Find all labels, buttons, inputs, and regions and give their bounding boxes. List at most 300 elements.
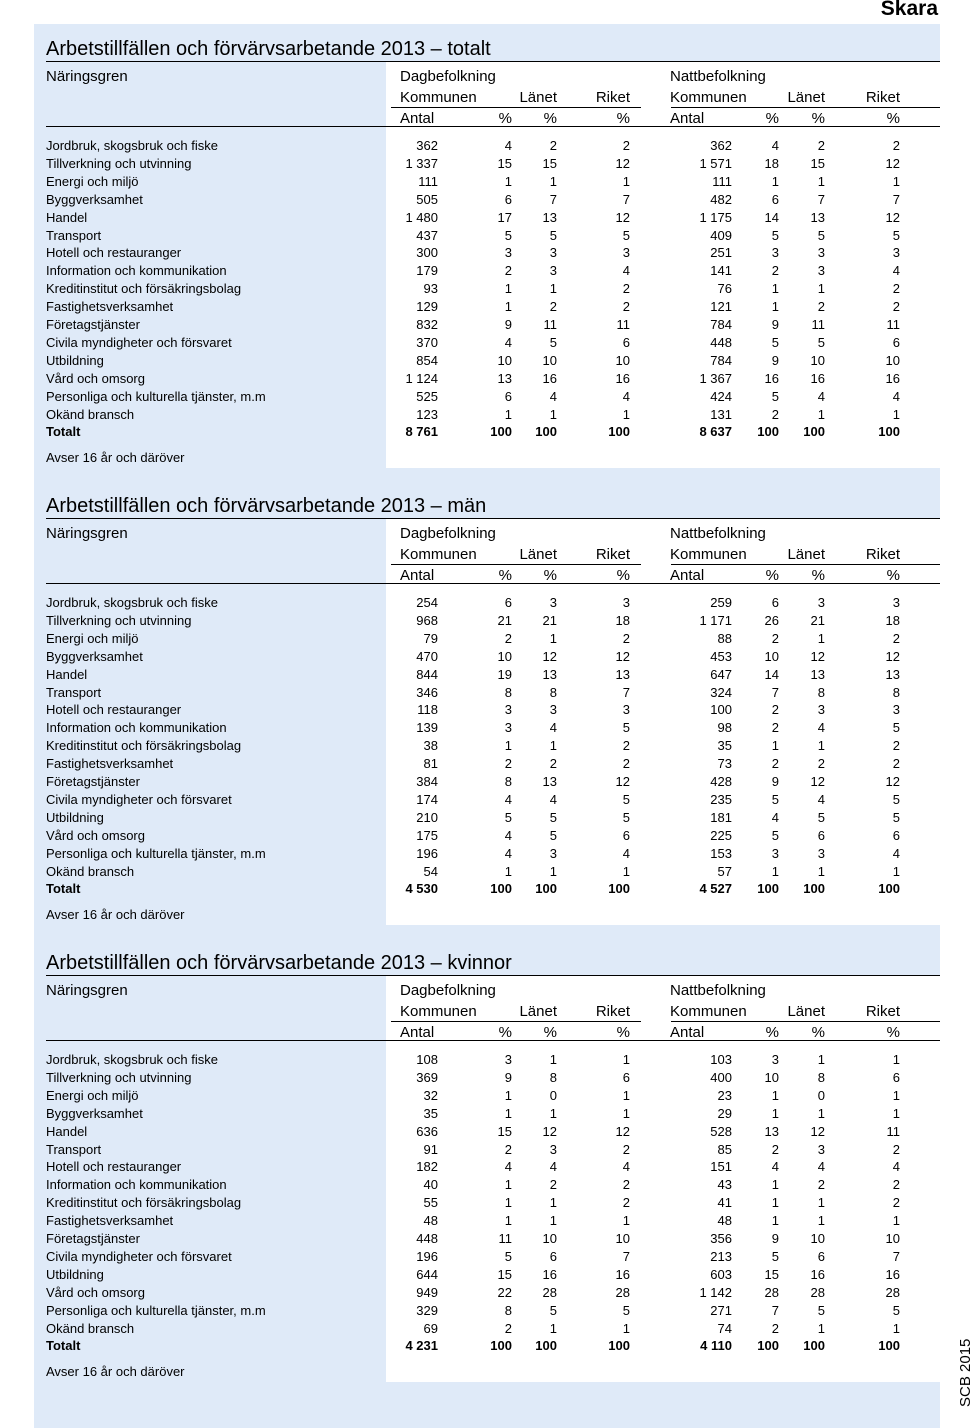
table-row — [34, 191, 940, 209]
cell-value: 2 — [622, 738, 630, 754]
cell-value: 4 — [549, 1159, 557, 1175]
cell-value: 271 — [710, 1302, 732, 1318]
region-header: Riket — [865, 1003, 900, 1020]
cell-value: 5 — [771, 227, 779, 243]
cell-value: 15 — [497, 155, 512, 171]
cell-value: 100 — [608, 881, 630, 897]
cell-value: 10 — [542, 352, 557, 368]
cell-value: 8 — [504, 1302, 512, 1318]
cell-value: 123 — [416, 406, 438, 422]
cell-value: 3 — [817, 595, 825, 610]
cell-value: 21 — [810, 612, 825, 628]
cell-value: 784 — [710, 352, 732, 368]
cell-value: 2 — [622, 138, 630, 153]
cell-value: 15 — [810, 155, 825, 171]
table-row — [34, 406, 940, 424]
cell-value: 4 — [817, 791, 825, 807]
cell-value: 5 — [892, 720, 900, 736]
cell-value: 100 — [608, 1338, 630, 1354]
cell-value: 1 — [549, 863, 557, 879]
municipality-name: Skara — [880, 0, 938, 20]
cell-value: 2 — [771, 630, 779, 646]
cell-value: 5 — [504, 227, 512, 243]
cell-value: 4 — [504, 791, 512, 807]
cell-value: 16 — [542, 370, 557, 386]
cell-value: 121 — [710, 299, 732, 315]
table-row — [34, 262, 940, 280]
cell-value: 15 — [497, 1266, 512, 1282]
cell-value: 2 — [504, 1141, 512, 1157]
cell-value: 13 — [615, 666, 630, 682]
cell-value: 100 — [803, 424, 825, 440]
cell-value: 3 — [771, 845, 779, 861]
cell-value: 1 — [892, 173, 900, 189]
cell-value: 1 — [504, 173, 512, 189]
region-header: Riket — [595, 1003, 630, 1020]
cell-value: 362 — [416, 138, 438, 153]
row-label: Utbildning — [46, 1266, 104, 1282]
row-label: Civila myndigheter och försvaret — [46, 1248, 232, 1264]
cell-value: 370 — [416, 334, 438, 350]
table-row — [34, 1158, 940, 1176]
table-row — [34, 137, 940, 155]
cell-value: 2 — [892, 630, 900, 646]
cell-value: 7 — [892, 1248, 900, 1264]
divider-line — [671, 1021, 940, 1022]
cell-value: 5 — [549, 1302, 557, 1318]
cell-value: 784 — [710, 317, 732, 332]
cell-value: 12 — [885, 774, 900, 789]
unit-header: Antal — [400, 567, 435, 584]
cell-value: 3 — [549, 245, 557, 261]
cell-value: 424 — [710, 388, 732, 404]
cell-value: 7 — [622, 1248, 630, 1264]
cell-value: 2 — [817, 138, 825, 153]
cell-value: 2 — [549, 138, 557, 153]
cell-value: 196 — [416, 1248, 438, 1264]
cell-value: 1 — [622, 1105, 630, 1121]
cell-value: 409 — [710, 227, 732, 243]
table-row — [34, 298, 940, 316]
cell-value: 7 — [622, 191, 630, 207]
row-label: Personliga och kulturella tjänster, m.m — [46, 1302, 266, 1318]
row-label: Utbildning — [46, 809, 104, 825]
cell-value: 1 — [549, 1195, 557, 1211]
cell-value: 1 — [549, 1213, 557, 1229]
section-footnote: Avser 16 år och däröver — [46, 907, 185, 922]
cell-value: 22 — [497, 1284, 512, 1300]
cell-value: 3 — [549, 263, 557, 279]
cell-value: 35 — [717, 738, 732, 754]
row-label: Företagstjänster — [46, 317, 140, 332]
cell-value: 2 — [771, 720, 779, 736]
unit-header: Antal — [670, 110, 705, 127]
cell-value: 6 — [549, 1248, 557, 1264]
cell-value: 98 — [717, 720, 732, 736]
cell-value: 14 — [764, 666, 779, 682]
cell-value: 175 — [416, 827, 438, 843]
table-row — [34, 1123, 940, 1141]
cell-value: 7 — [622, 684, 630, 700]
unit-header: % — [886, 567, 900, 584]
section-footnote: Avser 16 år och däröver — [46, 1364, 185, 1379]
cell-value: 16 — [810, 370, 825, 386]
cell-value: 100 — [878, 424, 900, 440]
cell-value: 4 — [622, 1159, 630, 1175]
cell-value: 2 — [549, 1177, 557, 1193]
cell-value: 100 — [535, 424, 557, 440]
cell-value: 11 — [498, 1231, 512, 1246]
cell-value: 3 — [892, 595, 900, 610]
row-label: Hotell och restauranger — [46, 1159, 182, 1175]
cell-value: 4 — [504, 845, 512, 861]
night-population-header: Nattbefolkning — [670, 982, 766, 999]
row-label: Personliga och kulturella tjänster, m.m — [46, 388, 266, 404]
cell-value: 100 — [757, 881, 779, 897]
cell-value: 1 — [817, 173, 825, 189]
cell-value: 41 — [717, 1195, 732, 1211]
table-row — [34, 791, 940, 809]
unit-header: Antal — [670, 567, 705, 584]
divider-line — [671, 564, 940, 565]
cell-value: 1 — [817, 1320, 825, 1336]
cell-value: 100 — [878, 881, 900, 897]
cell-value: 1 337 — [405, 155, 438, 171]
cell-value: 1 — [771, 1213, 779, 1229]
row-label: Hotell och restauranger — [46, 702, 182, 718]
region-header: Kommunen — [400, 1003, 477, 1020]
table-row — [34, 773, 940, 791]
cell-value: 2 — [504, 630, 512, 646]
cell-value: 6 — [892, 827, 900, 843]
row-label: Handel — [46, 1123, 88, 1139]
row-label: Hotell och restauranger — [46, 245, 182, 261]
cell-value: 1 — [771, 738, 779, 754]
cell-value: 174 — [416, 791, 438, 807]
cell-value: 384 — [416, 774, 438, 789]
cell-value: 139 — [416, 720, 438, 736]
cell-value: 832 — [416, 317, 438, 332]
cell-value: 1 — [622, 1213, 630, 1229]
cell-value: 2 — [892, 756, 900, 772]
section-title: Arbetstillfällen och förvärvsarbetande 2013 – män — [46, 495, 487, 517]
category-header: Näringsgren — [46, 525, 128, 542]
cell-value: 57 — [717, 863, 732, 879]
cell-value: 1 — [622, 863, 630, 879]
table-row — [34, 1176, 940, 1194]
cell-value: 448 — [710, 334, 732, 350]
region-header: Kommunen — [400, 89, 477, 106]
table-row — [34, 1320, 940, 1338]
cell-value: 12 — [885, 209, 900, 225]
cell-value: 437 — [416, 227, 438, 243]
cell-value: 74 — [717, 1320, 732, 1336]
table-row — [34, 1284, 940, 1302]
cell-value: 1 — [771, 1177, 779, 1193]
cell-value: 3 — [622, 702, 630, 718]
cell-value: 5 — [817, 227, 825, 243]
divider-line — [46, 583, 940, 584]
cell-value: 1 571 — [699, 155, 732, 171]
cell-value: 2 — [622, 1195, 630, 1211]
cell-value: 2 — [622, 1141, 630, 1157]
region-header: Länet — [519, 89, 557, 106]
cell-value: 1 — [817, 281, 825, 297]
cell-value: 23 — [717, 1087, 732, 1103]
cell-value: 4 — [622, 845, 630, 861]
cell-value: 16 — [810, 1266, 825, 1282]
cell-value: 1 — [504, 299, 512, 315]
cell-value: 3 — [504, 720, 512, 736]
cell-value: 6 — [817, 827, 825, 843]
cell-value: 1 — [504, 863, 512, 879]
cell-value: 10 — [764, 648, 779, 664]
unit-header: % — [543, 567, 557, 584]
row-label: Jordbruk, skogsbruk och fiske — [46, 595, 218, 610]
cell-value: 1 — [817, 630, 825, 646]
cell-value: 40 — [423, 1177, 438, 1193]
cell-value: 1 367 — [699, 370, 732, 386]
row-label: Okänd bransch — [46, 406, 135, 422]
cell-value: 79 — [423, 630, 438, 646]
cell-value: 1 — [817, 863, 825, 879]
cell-value: 482 — [710, 191, 732, 207]
unit-header: % — [765, 110, 779, 127]
cell-value: 9 — [504, 1069, 512, 1085]
cell-value: 1 — [771, 173, 779, 189]
cell-value: 1 — [817, 1195, 825, 1211]
cell-value: 6 — [622, 1069, 630, 1085]
cell-value: 118 — [417, 702, 438, 718]
cell-value: 356 — [710, 1231, 732, 1246]
cell-value: 18 — [885, 612, 900, 628]
unit-header: % — [543, 110, 557, 127]
cell-value: 400 — [710, 1069, 732, 1085]
cell-value: 1 — [771, 281, 779, 297]
cell-value: 1 — [622, 406, 630, 422]
cell-value: 324 — [710, 684, 732, 700]
cell-value: 2 — [504, 1320, 512, 1336]
cell-value: 12 — [810, 1123, 825, 1139]
cell-value: 12 — [542, 1123, 557, 1139]
cell-value: 525 — [416, 388, 438, 404]
total-row — [34, 423, 940, 441]
region-header: Kommunen — [670, 89, 747, 106]
row-label: Handel — [46, 209, 88, 225]
unit-header: % — [765, 567, 779, 584]
cell-value: 10 — [885, 1231, 900, 1246]
table-row — [34, 1105, 940, 1123]
cell-value: 4 — [549, 388, 557, 404]
cell-value: 1 — [771, 1195, 779, 1211]
section-title: Arbetstillfällen och förvärvsarbetande 2013 – kvinnor — [46, 952, 512, 974]
cell-value: 5 — [892, 227, 900, 243]
row-label: Företagstjänster — [46, 774, 140, 789]
row-label: Tillverkning och utvinning — [46, 612, 192, 628]
cell-value: 369 — [416, 1069, 438, 1085]
cell-value: 12 — [542, 648, 557, 664]
row-label: Totalt — [46, 1338, 81, 1354]
day-population-header: Dagbefolkning — [400, 982, 496, 999]
cell-value: 9 — [771, 774, 779, 789]
cell-value: 1 — [549, 1320, 557, 1336]
table-row — [34, 1069, 940, 1087]
cell-value: 16 — [885, 370, 900, 386]
cell-value: 1 — [549, 173, 557, 189]
cell-value: 2 — [771, 1141, 779, 1157]
cell-value: 12 — [885, 648, 900, 664]
cell-value: 968 — [416, 612, 438, 628]
cell-value: 12 — [810, 774, 825, 789]
cell-value: 1 — [892, 1213, 900, 1229]
cell-value: 949 — [416, 1284, 438, 1300]
cell-value: 179 — [416, 263, 438, 279]
cell-value: 3 — [817, 702, 825, 718]
cell-value: 2 — [817, 756, 825, 772]
section-footnote: Avser 16 år och däröver — [46, 450, 185, 465]
cell-value: 14 — [764, 209, 779, 225]
table-row — [34, 845, 940, 863]
cell-value: 26 — [764, 612, 779, 628]
cell-value: 1 — [549, 738, 557, 754]
table-row — [34, 388, 940, 406]
night-population-header: Nattbefolkning — [670, 68, 766, 85]
cell-value: 10 — [810, 1231, 825, 1246]
divider-line — [46, 975, 940, 976]
table-row — [34, 863, 940, 881]
cell-value: 1 — [549, 1052, 557, 1067]
cell-value: 131 — [710, 406, 732, 422]
cell-value: 108 — [416, 1052, 438, 1067]
cell-value: 7 — [771, 1302, 779, 1318]
cell-value: 1 — [771, 1105, 779, 1121]
cell-value: 4 — [892, 1159, 900, 1175]
cell-value: 5 — [549, 809, 557, 825]
cell-value: 48 — [423, 1213, 438, 1229]
row-label: Totalt — [46, 424, 81, 440]
table-row — [34, 1212, 940, 1230]
cell-value: 1 — [622, 1052, 630, 1067]
cell-value: 15 — [764, 1266, 779, 1282]
cell-value: 603 — [710, 1266, 732, 1282]
cell-value: 254 — [416, 595, 438, 610]
cell-value: 55 — [423, 1195, 438, 1211]
cell-value: 3 — [622, 595, 630, 610]
region-header: Riket — [595, 89, 630, 106]
row-label: Byggverksamhet — [46, 191, 143, 207]
total-row — [34, 1337, 940, 1355]
cell-value: 5 — [892, 1302, 900, 1318]
cell-value: 3 — [817, 245, 825, 261]
cell-value: 11 — [886, 1123, 900, 1139]
divider-line — [391, 1021, 641, 1022]
cell-value: 2 — [892, 299, 900, 315]
divider-line — [671, 107, 940, 108]
cell-value: 4 — [504, 1159, 512, 1175]
cell-value: 111 — [418, 173, 438, 189]
divider-line — [46, 61, 940, 62]
cell-value: 1 — [549, 406, 557, 422]
cell-value: 1 — [622, 173, 630, 189]
table-row — [34, 334, 940, 352]
cell-value: 1 — [892, 406, 900, 422]
cell-value: 329 — [416, 1302, 438, 1318]
cell-value: 8 637 — [699, 424, 732, 440]
cell-value: 3 — [817, 845, 825, 861]
table-row — [34, 827, 940, 845]
cell-value: 4 — [771, 809, 779, 825]
cell-value: 4 — [504, 827, 512, 843]
cell-value: 6 — [622, 334, 630, 350]
region-header: Kommunen — [400, 546, 477, 563]
row-label: Okänd bransch — [46, 863, 135, 879]
table-row — [34, 1051, 940, 1069]
cell-value: 7 — [549, 191, 557, 207]
cell-value: 48 — [717, 1213, 732, 1229]
cell-value: 13 — [497, 370, 512, 386]
cell-value: 3 — [504, 702, 512, 718]
cell-value: 644 — [416, 1266, 438, 1282]
unit-header: % — [811, 567, 825, 584]
cell-value: 2 — [549, 299, 557, 315]
night-population-header: Nattbefolkning — [670, 525, 766, 542]
cell-value: 9 — [504, 317, 512, 332]
cell-value: 21 — [497, 612, 512, 628]
category-header: Näringsgren — [46, 68, 128, 85]
region-header: Kommunen — [670, 546, 747, 563]
cell-value: 73 — [717, 756, 732, 772]
cell-value: 12 — [810, 648, 825, 664]
cell-value: 12 — [615, 209, 630, 225]
cell-value: 10 — [615, 1231, 630, 1246]
cell-value: 3 — [771, 1052, 779, 1067]
row-label: Fastighetsverksamhet — [46, 299, 174, 315]
cell-value: 362 — [710, 138, 732, 153]
cell-value: 1 — [771, 299, 779, 315]
cell-value: 346 — [416, 684, 438, 700]
cell-value: 29 — [717, 1105, 732, 1121]
row-label: Utbildning — [46, 352, 104, 368]
cell-value: 235 — [710, 791, 732, 807]
cell-value: 6 — [892, 334, 900, 350]
cell-value: 10 — [542, 1231, 557, 1246]
cell-value: 6 — [892, 1069, 900, 1085]
row-label: Energi och miljö — [46, 1087, 139, 1103]
row-label: Handel — [46, 666, 88, 682]
row-label: Vård och omsorg — [46, 1284, 145, 1300]
unit-header: % — [811, 110, 825, 127]
table-row — [34, 594, 940, 612]
cell-value: 1 — [817, 738, 825, 754]
unit-header: % — [616, 110, 630, 127]
cell-value: 470 — [416, 648, 438, 664]
region-header: Länet — [519, 1003, 557, 1020]
row-label: Byggverksamhet — [46, 1105, 143, 1121]
cell-value: 8 — [817, 684, 825, 700]
cell-value: 100 — [608, 424, 630, 440]
divider-line — [46, 126, 940, 127]
table-row — [34, 316, 940, 334]
cell-value: 1 — [504, 738, 512, 754]
cell-value: 28 — [542, 1284, 557, 1300]
table-section — [34, 38, 940, 478]
cell-value: 505 — [416, 191, 438, 207]
region-header: Kommunen — [670, 1003, 747, 1020]
cell-value: 1 — [892, 1052, 900, 1067]
cell-value: 1 — [817, 1213, 825, 1229]
cell-value: 213 — [710, 1248, 732, 1264]
cell-value: 1 175 — [699, 209, 732, 225]
